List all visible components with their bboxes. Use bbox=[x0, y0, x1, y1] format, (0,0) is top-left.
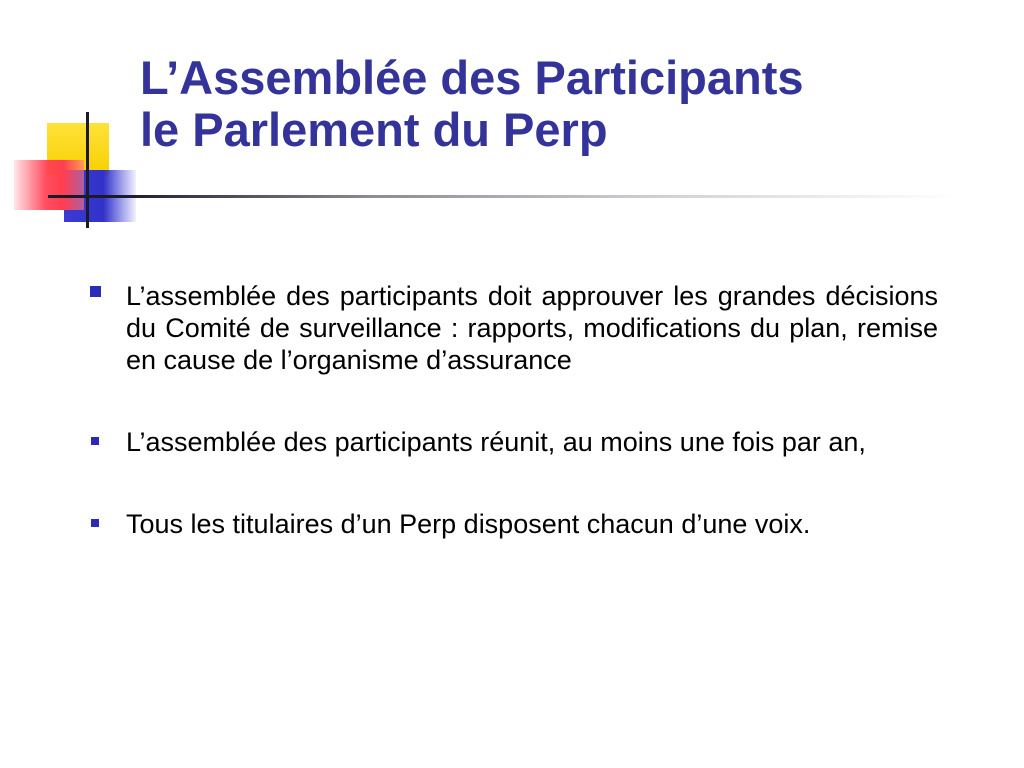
bullet-text: L’assemblée des participants réunit, au moins une fois par an, bbox=[126, 427, 866, 457]
square-bullet-icon bbox=[91, 519, 99, 527]
bullet-item bbox=[88, 280, 938, 376]
square-bullet-icon bbox=[90, 286, 101, 297]
bullet-text: Tous les titulaires d’un Perp disposent chacun d’une voix. bbox=[126, 509, 811, 539]
bullet-list bbox=[88, 280, 938, 590]
slide-title bbox=[140, 52, 1000, 156]
logo-vertical-line bbox=[86, 112, 89, 228]
bullet-item bbox=[88, 508, 938, 540]
bullet-text: L’assemblée des participants doit approuver les grandes décisions du Comité de surveillance : rapports, modifications du plan, remise en cause de l’organisme d’assurance bbox=[126, 281, 938, 375]
title-line-2: le Parlement du Perp bbox=[140, 103, 608, 156]
logo-red-square bbox=[14, 160, 84, 210]
title-line-1: L’Assemblée des Participants bbox=[140, 51, 804, 104]
square-bullet-icon bbox=[91, 437, 99, 445]
title-underline bbox=[48, 195, 960, 198]
bullet-item bbox=[88, 426, 938, 458]
